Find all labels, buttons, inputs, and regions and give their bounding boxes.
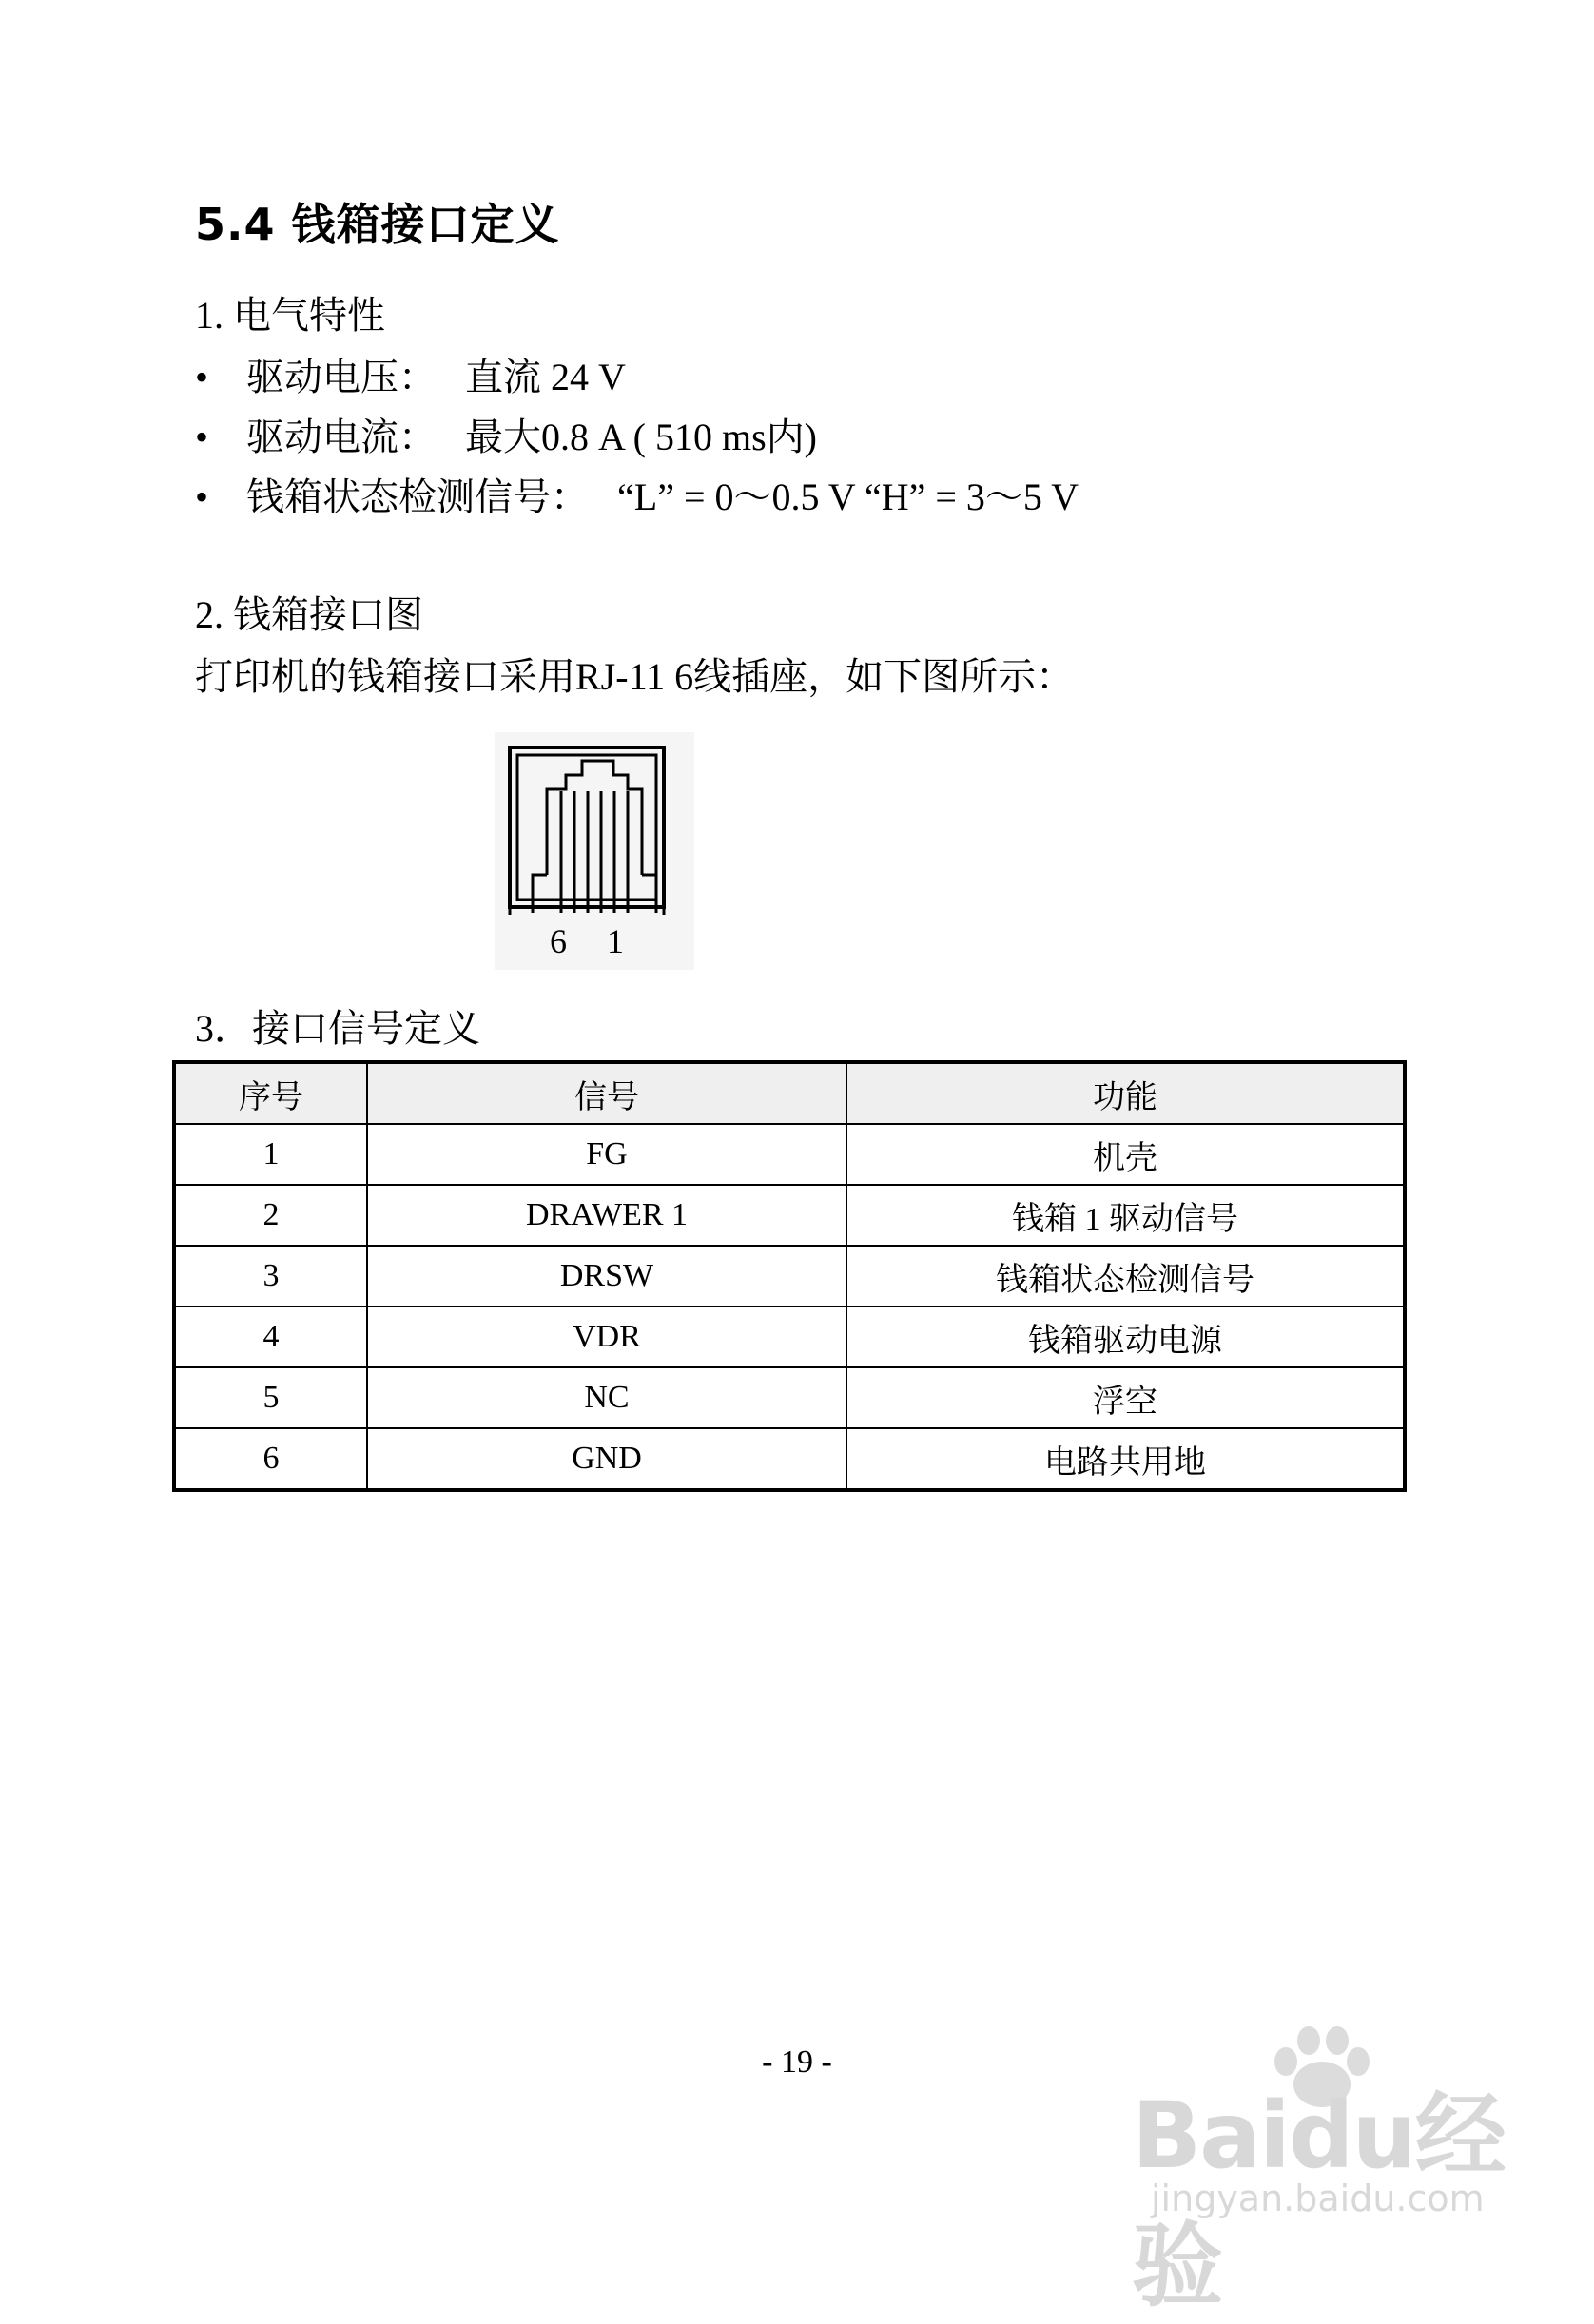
bullet-value: 最大0.8 A ( 510 ms内)	[465, 416, 817, 458]
table-cell: DRSW	[367, 1246, 846, 1307]
table-cell: 6	[174, 1428, 367, 1490]
electrical-heading: 1. 电气特性	[195, 294, 385, 337]
diagram-heading: 2. 钱箱接口图	[195, 593, 423, 636]
table-cell: 机壳	[846, 1124, 1405, 1185]
bullet-value: 直流 24 V	[465, 356, 626, 398]
bullet-item	[195, 347, 626, 401]
table-cell: 3	[174, 1246, 367, 1307]
bullet-item	[195, 467, 1079, 521]
column-header: 信号	[367, 1062, 846, 1124]
bullet-label: 驱动电压：	[246, 356, 437, 398]
table-row	[174, 1185, 1405, 1246]
table-cell: 钱箱驱动电源	[846, 1307, 1405, 1367]
bullet-value: “L” = 0～0.5 V “H” = 3～5 V	[617, 475, 1079, 518]
bullet-icon: •	[195, 356, 209, 398]
bullet-icon: •	[195, 416, 209, 458]
signal-table	[172, 1060, 1407, 1492]
watermark-url: jingyan.baidu.com	[1151, 2178, 1485, 2219]
table-cell: 4	[174, 1307, 367, 1367]
rj11-connector-icon	[495, 732, 694, 970]
table-cell: 1	[174, 1124, 367, 1185]
table-header-row	[174, 1062, 1405, 1124]
bullet-item	[195, 407, 817, 461]
table-cell: 钱箱状态检测信号	[846, 1246, 1405, 1307]
bullet-icon: •	[195, 475, 209, 518]
pin-label-1: 1	[607, 922, 624, 960]
column-header: 序号	[174, 1062, 367, 1124]
table-row	[174, 1367, 1405, 1428]
table-cell: GND	[367, 1428, 846, 1490]
section-title: 5.4 钱箱接口定义	[195, 199, 560, 250]
table-cell: 电路共用地	[846, 1428, 1405, 1490]
table-cell: DRAWER 1	[367, 1185, 846, 1246]
watermark-logo-text: Baidu经验	[1132, 2082, 1505, 2319]
table-row	[174, 1246, 1405, 1307]
table-cell: VDR	[367, 1307, 846, 1367]
table-row	[174, 1307, 1405, 1367]
rj11-connector-diagram	[495, 732, 694, 970]
baidu-watermark	[1122, 2025, 1531, 2319]
diagram-description: 打印机的钱箱接口采用RJ-11 6线插座，如下图所示：	[195, 655, 1075, 698]
table-cell: 5	[174, 1367, 367, 1428]
bullet-label: 钱箱状态检测信号：	[246, 475, 589, 518]
page-number: - 19 -	[762, 2044, 832, 2080]
table-cell: FG	[367, 1124, 846, 1185]
table-cell: 钱箱 1 驱动信号	[846, 1185, 1405, 1246]
pin-label-6: 6	[550, 922, 567, 960]
table-cell: 浮空	[846, 1367, 1405, 1428]
table-row	[174, 1428, 1405, 1490]
table-cell: 2	[174, 1185, 367, 1246]
signals-heading: 3．接口信号定义	[195, 1007, 480, 1050]
column-header: 功能	[846, 1062, 1405, 1124]
bullet-label: 驱动电流：	[246, 416, 437, 458]
table-row	[174, 1124, 1405, 1185]
table-cell: NC	[367, 1367, 846, 1428]
